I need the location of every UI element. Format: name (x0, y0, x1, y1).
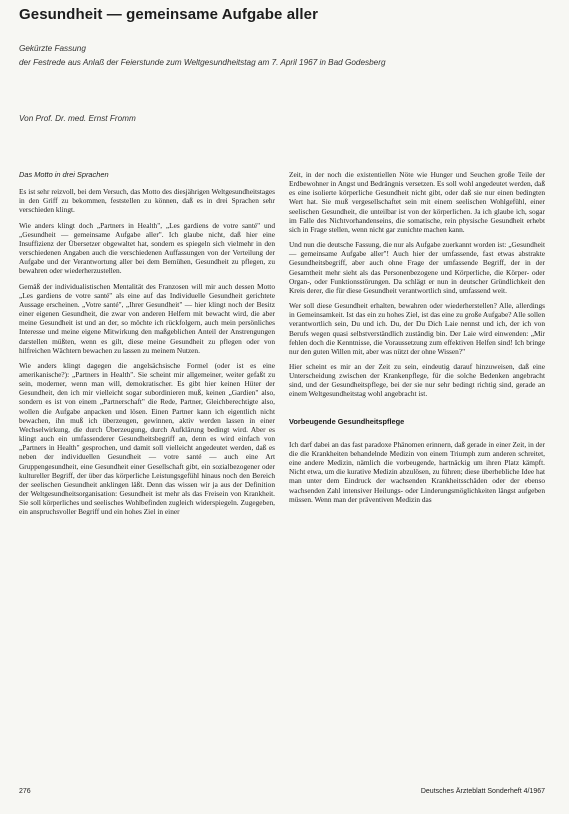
paragraph: Wer soll diese Gesundheit erhalten, bewahren oder wiederherstellen? Alle, allerdings in Gemeinsamkeit. Ist das ein zu hohes Ziel, ist das eine zu große Aufgabe? Alle sollen verantwortlich sein, Du und ich. Du, der Du Dich Laie nennst und ich, der ich von Berufs wegen quasi selbstverständlich zuständig bin. Der Laie wird einwenden: „Mir fehlen doch die Kenntnisse, die Voraussetzung zum effektiven Helfen sind! Ich bringe nur den guten Willen mit, aber was nützt der ohne Wissen?" (289, 301, 545, 356)
article-author: Von Prof. Dr. med. Ernst Fromm (19, 114, 136, 123)
section-heading: Vorbeugende Gesundheitspflege (289, 416, 405, 426)
left-column (19, 170, 275, 522)
paragraph: Ich darf dabei an das fast paradoxe Phänomen erinnern, daß gerade in einer Zeit, in der die die Krankheiten behandelnde Medizin von einem Triumph zum anderen schreitet, eine andere Medizin, nämlich die vorbeugende, hartnäckig um ihren Platz kämpft. Nicht etwa, um die kurative Medizin abzulösen, zu führen; diese überhebliche Idee hat man unter dem Eindruck der wachsenden Krankheitsschäden oder der ebenso wachsenden Zahl intensiver Heilungs- oder Linderungsmöglichkeiten längst aufgeben müssen. Wenn man der präventiven Medizin das (289, 439, 545, 504)
page-number: 276 (19, 788, 31, 795)
paragraph: Und nun die deutsche Fassung, die nur als Aufgabe zuerkannt worden ist: „Gesundheit — gemeinsame Aufgabe aller"! Auch hier der umfassende, fast etwas abstrakte Gesundheitsbegriff, aber auch ohne Frage der umfassende Begriff, der in der Gesamtheit mehr sieht als das Personenbezogene und Körperliche, die Körper- oder Organ-, oder Funktionsstörungen. Da schlägt er nun in deutscher Gründlichkeit den Kreis derer, die für diese Gesundheit verantwortlich sind, umfassend weit. (289, 240, 545, 295)
article-title: Gesundheit — gemeinsame Aufgabe aller (19, 6, 319, 23)
right-column (289, 170, 545, 510)
paragraph: Gemäß der individualistischen Mentalität des Franzosen will mir auch dessen Motto „Les gardiens de votre santé" als eine auf das Individuelle Gesundheit gerichtete Aussage erscheinen. „Votre santé", „Ihrer Gesundheit" — hier klingt noch der Besitz einer eigenen Gesundheit, die zwar von anderen Helfern mit bewacht wird, die aber meine Gesundheit ist und an der, so möchte ich rückfolgern, auch mein persönliches Interesse und meine eigene Mitwirkung den maßgeblichen Anteil der Anstrengungen darstellen müßten, wenn es gilt, diese meine Gesundheit zu pflegen oder von hilfreichen Wächtern bewachen zu lassen zu meinem Nutzen. (19, 281, 275, 355)
paragraph: Wie anders klingt doch „Partners in Health", „Les gardiens de votre santé" und „Gesundheit — gemeinsame Aufgabe aller". Ich glaube nicht, daß hier eine Insuffizienz der Übersetzer obgewaltet hat, sondern es spiegeln sich vielmehr in den verschiedenen Angaben auch die verschiedenen Auffassungen von der Verteilung der Aufgabe und der Verantwortung aller bei dem Bemühen, Gesundheit zu pflegen, zu bewahren oder wiederherzustellen. (19, 220, 275, 276)
paragraph: Hier scheint es mir an der Zeit zu sein, eindeutig darauf hinzuweisen, daß eine Unterscheidung zwischen der Krankenpflege, für die solche Bedenken angebracht sind, und der Gesundheitspflege, bei der sie nur sehr bedingt richtig sind, gerade an einem Weltgesundheitstag wohl angebracht ist. (289, 361, 545, 399)
article-occasion: der Festrede aus Anlaß der Feierstunde zum Weltgesundheitstag am 7. April 1967 in Bad Godesberg (19, 58, 386, 67)
paragraph: Zeit, in der noch die existentiellen Nöte wie Hunger und Seuchen große Teile der Erdbewohner in Angst und Bedrängnis versetzen. Es soll wohl angedeutet werden, daß es eine isolierte körperliche Gesundheit nicht gibt, oder daß sie nur einen bedingten Wert hat. Sie muß vergesellschaftet sein mit einem seelischen Wohlgefühl, einer seelischen Gesundheit, die unteilbar ist von der körperlichen. Ja ich glaube ich, sogar im Falle des Nichtvorhandenseins, die somatische, rein physische Gesundheit erhebt sich in Frage stellen, wenn nicht gar zunichte machen kann. (289, 170, 545, 234)
article-subtitle: Gekürzte Fassung (19, 44, 86, 53)
section-heading: Das Motto in drei Sprachen (19, 170, 109, 179)
paragraph: Wie anders klingt dagegen die angelsächsische Formel (oder ist es eine amerikanische?): „Partners in Health". Sie scheint mir allgemeiner, weiter gefaßt zu sein, moderner, wenn man will, demokratischer. Es gibt hier keinen Hüter der Gesundheit, den ich mir vielleicht sogar subordinieren muß, keinen „Gardien" also, sondern es ist von einem „Partnerschaft" die Rede, Partner, Gleichberechtigte also, wollen die Aufgabe anpacken und lösen. Einen Partner kann ich eigentlich nicht bewachen, ihn muß ich überzeugen, gewinnen, aktiv werden lassen in einer Wechselwirkung, die durch Überzeugung, durch Aufklärung bedingt wird. Aber es klingt auch ein umfassenderer Gesundheitsbegriff an, denn es wird einfach von „Partners in Health" gesprochen, und damit soll vielleicht angedeutet werden, daß es neben der individuellen Gesundheit — votre santé — auch eine Art Gruppengesundheit, eine Gesundheit einer Gesellschaft gibt, ein sozialbezogener oder kultureller Begriff, der über das körperliche Leistungsgefühl hinaus noch den Bereich der seelischen Gesundheit anklingen läßt. Denn das wissen wir ja aus der Definition der Weltgesundheitsorganisation: Gesundheit ist mehr als das Freisein von Krankheit. Sie soll körperliches und seelisches Wohlbefinden zugleich widerspiegeln. Zugegeben, ein anspruchsvoller Begriff und ein hohes Ziel in einer (19, 360, 275, 517)
paragraph: Es ist sehr reizvoll, bei dem Versuch, das Motto des diesjährigen Weltgesundheitstages in den Griff zu bekommen, feststellen zu können, daß es in drei Sprachen sehr verschieden klingt. (19, 187, 275, 215)
journal-footer: Deutsches Ärzteblatt Sonderheft 4/1967 (420, 788, 545, 795)
